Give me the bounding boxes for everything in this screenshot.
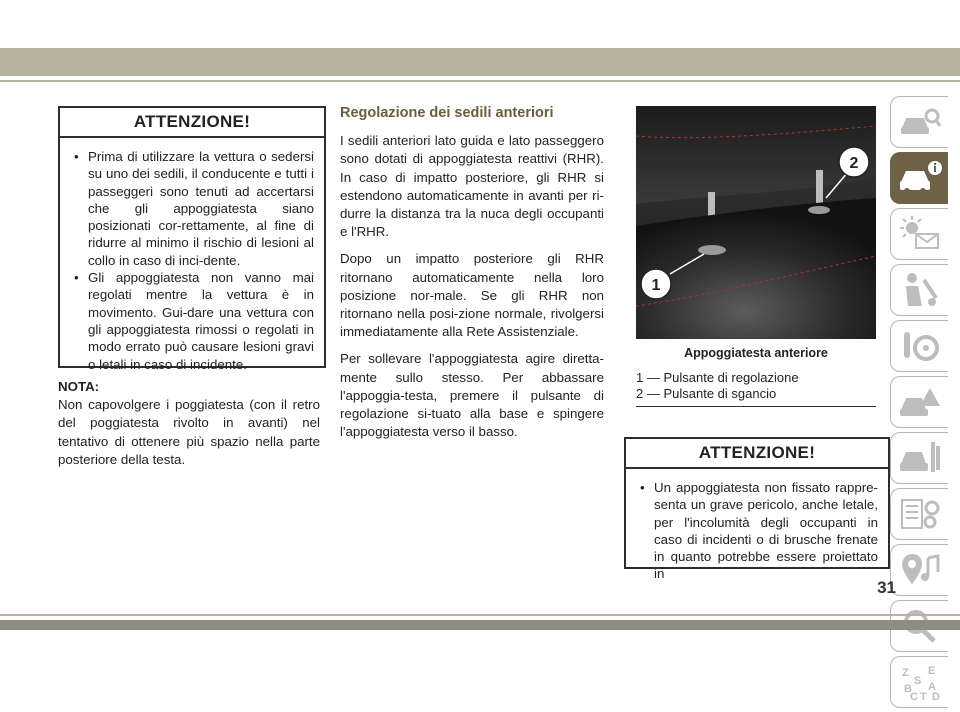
svg-text:B: B bbox=[903, 683, 912, 695]
warning-title: ATTENZIONE! bbox=[60, 108, 324, 138]
car-info-icon bbox=[898, 158, 942, 198]
alphabet-index-icon bbox=[898, 662, 942, 702]
tab-steering-wheel[interactable] bbox=[890, 320, 948, 372]
callout-label: 2 bbox=[849, 155, 859, 172]
svg-text:Z: Z bbox=[901, 667, 909, 679]
page-number: 31 bbox=[877, 578, 896, 597]
tab-light-message[interactable] bbox=[890, 208, 948, 260]
warning-item: • Un appoggiatesta non fissato rappre-senta un grave pericolo, anche letale, per l'incolumità degli occupanti in caso di incidenti o di brusche frenate in quanto potrebbe essere proiettato in bbox=[654, 479, 878, 583]
light-message-icon bbox=[898, 214, 942, 254]
warning-list bbox=[60, 138, 324, 379]
media-location-icon bbox=[898, 550, 942, 590]
tab-list-gear[interactable] bbox=[890, 488, 948, 540]
callout-label: 1 bbox=[651, 277, 661, 294]
section-paragraph: Per sollevare l'appoggiatesta agire diretta-mente sullo stesso. Per abbassare l'appoggia-testa, premere il pulsante di regolazione si-tuato alla base e spingere l'appoggiatesta verso il basso. bbox=[340, 351, 604, 440]
legend-item: 1 — Pulsante di regolazione bbox=[636, 370, 799, 385]
warning-title: ATTENZIONE! bbox=[626, 439, 888, 469]
section-title: Regolazione dei sedili anteriori bbox=[340, 105, 554, 121]
tab-car-warning[interactable] bbox=[890, 376, 948, 428]
nota-text: Non capovolgere i poggiatesta (con il retro del poggiatesta rivolto in avanti) nel tentativo di ottenere più spazio nella parte posteriore della testa. bbox=[58, 397, 320, 467]
warning-box-right bbox=[624, 437, 890, 582]
list-gear-icon bbox=[898, 494, 942, 534]
svg-text:A: A bbox=[927, 681, 936, 693]
tab-car-info[interactable] bbox=[890, 152, 948, 204]
tab-seat-person[interactable] bbox=[890, 264, 948, 316]
nota-title: NOTA: bbox=[58, 379, 100, 394]
nota-block bbox=[58, 378, 320, 478]
tab-car-search[interactable] bbox=[890, 96, 948, 148]
section-paragraph: Dopo un impatto posteriore gli RHR ritornano automaticamente nella loro posizione nor-male. Se gli RHR non ritornano nella posi-zione normale, rivolgersi immediatamente alla Rete Assistenziale. bbox=[340, 251, 604, 340]
tab-media-location[interactable] bbox=[890, 544, 948, 596]
svg-text:D: D bbox=[931, 691, 940, 702]
footer-rule bbox=[0, 614, 960, 616]
section-paragraph: I sedili anteriori lato guida e lato passeggero sono dotati di appoggiatesta reattivi (RHR). In caso di impatto posteriore, gli RHR si estendono automaticamente in avanti per ri-durre la distanza tra la nuca degli occupanti e l'RHR. bbox=[340, 133, 604, 240]
seat-person-icon bbox=[898, 270, 942, 310]
tab-car-tools[interactable] bbox=[890, 432, 948, 484]
svg-text:C: C bbox=[909, 691, 918, 702]
warning-item: • Prima di utilizzare la vettura o sedersi su uno dei sedili, il conducente e tutti i passeggeri sono tenuti ad accertarsi che gli appoggiatesta siano posizionati cor-rettamente, al fine di ridurre al minimo il rischio di lesioni al collo in caso di inci-dente. bbox=[88, 148, 314, 269]
header-band bbox=[0, 48, 960, 76]
warning-box-left bbox=[58, 106, 326, 372]
footer-band bbox=[0, 620, 960, 630]
svg-text:T: T bbox=[919, 691, 927, 702]
tab-alphabet-index[interactable] bbox=[890, 656, 948, 708]
figure-legend bbox=[636, 370, 876, 407]
car-warning-icon bbox=[898, 382, 942, 422]
steering-wheel-icon bbox=[898, 326, 942, 366]
car-search-icon bbox=[898, 102, 942, 142]
svg-text:S: S bbox=[913, 675, 921, 687]
figure-caption: Appoggiatesta anteriore bbox=[684, 346, 828, 360]
headrest-photo bbox=[636, 106, 876, 339]
warning-list bbox=[626, 469, 888, 589]
car-tools-icon bbox=[898, 438, 942, 478]
legend-divider bbox=[636, 406, 876, 407]
headrest-illustration bbox=[636, 106, 876, 339]
legend-item: 2 — Pulsante di sgancio bbox=[636, 386, 777, 401]
header-rule bbox=[0, 80, 960, 82]
svg-text:E: E bbox=[927, 665, 935, 677]
warning-item: • Gli appoggiatesta non vanno mai regolati mentre la vettura è in movimento. Gui-dare una vettura con gli appoggiatesta rimossi o regolati in modo errato può causare lesioni gravi o letali in caso di incidente. bbox=[88, 269, 314, 373]
section-column bbox=[340, 104, 604, 450]
